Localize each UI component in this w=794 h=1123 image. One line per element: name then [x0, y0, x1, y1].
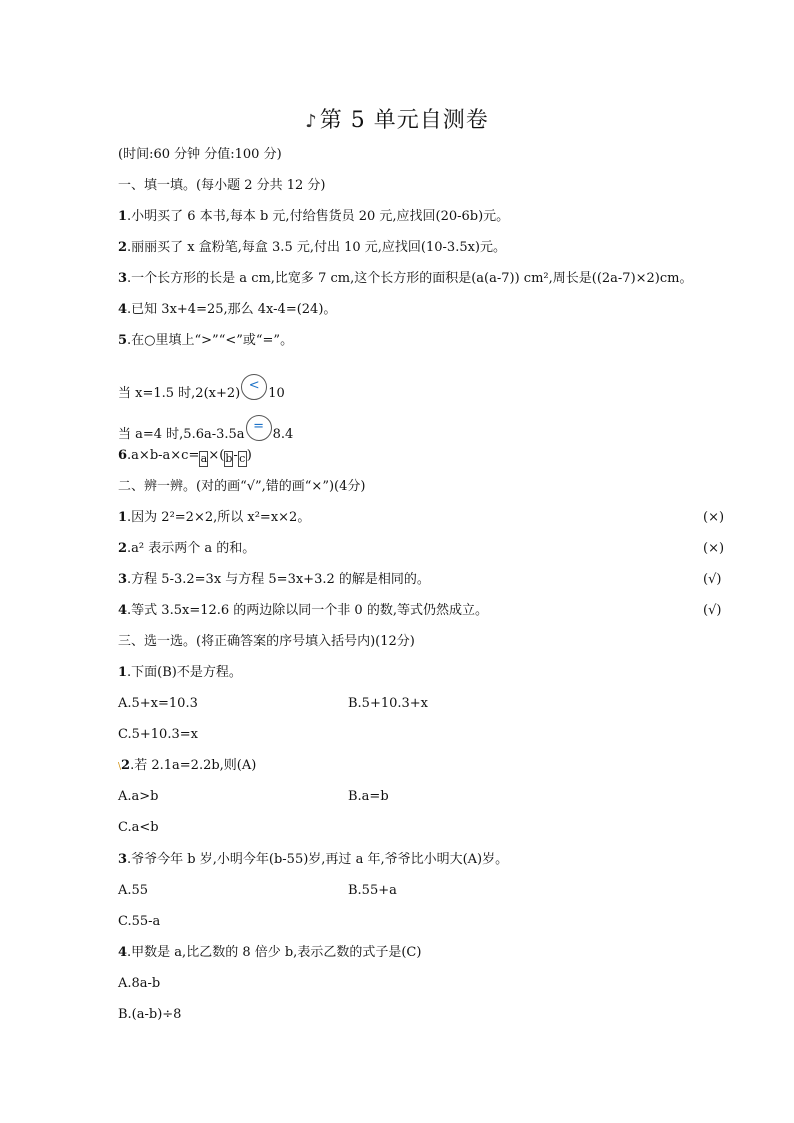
question-3-4 — [118, 945, 421, 961]
question-number: 5 — [118, 333, 128, 348]
comparison-left: 当 a=4 时,5.6a-3.5a — [118, 427, 245, 442]
question-number: 1 — [118, 665, 128, 680]
answer-box: b — [225, 452, 233, 465]
question-number: 2 — [118, 541, 128, 556]
option-c: C.a<b — [118, 820, 159, 835]
question-number: 6 — [118, 448, 128, 463]
music-note-icon: ♪ — [305, 111, 318, 132]
question-text: .下面(B)不是方程。 — [127, 665, 242, 680]
option-b: B.(a-b)÷8 — [118, 1007, 182, 1022]
exam-meta: (时间:60 分钟 分值:100 分) — [118, 147, 282, 162]
question-text: .一个长方形的长是 a cm,比宽多 7 cm,这个长方形的面积是(a(a-7)) cm²,周长是((2a-7)×2)cm。 — [127, 271, 693, 286]
question-3-3 — [118, 852, 508, 868]
question-1-2 — [118, 240, 506, 256]
option-b: B.a=b — [348, 789, 389, 804]
question-text: ) — [246, 448, 252, 463]
title-text: 第 5 单元自测卷 — [319, 108, 489, 133]
option-a: A.5+x=10.3 — [118, 696, 198, 711]
answer-mark: (√) — [703, 603, 722, 618]
option-b: B.5+10.3+x — [348, 696, 429, 711]
tick-mark-icon: \ — [118, 762, 122, 772]
question-2-4 — [118, 603, 488, 619]
question-text: .等式 3.5x=12.6 的两边除以同一个非 0 的数,等式仍然成立。 — [127, 603, 488, 618]
question-text: .若 2.1a=2.2b,则(A) — [130, 758, 257, 773]
question-number: 1 — [118, 209, 128, 224]
option-row — [118, 696, 429, 712]
option-a: A.a>b — [118, 789, 159, 804]
question-text: ×( — [208, 448, 225, 463]
question-1-1 — [118, 209, 509, 225]
question-text: .方程 5-3.2=3x 与方程 5=3x+3.2 的解是相同的。 — [127, 572, 430, 587]
question-text: .甲数是 a,比乙数的 8 倍少 b,表示乙数的式子是(C) — [127, 945, 422, 960]
answer-box: a — [200, 452, 208, 465]
question-1-4 — [118, 302, 336, 318]
question-number: 1 — [118, 510, 128, 525]
answer-circle: < — [241, 374, 267, 400]
answer-mark: (×) — [703, 541, 725, 556]
option-row — [118, 789, 389, 805]
question-number: 2 — [118, 240, 128, 255]
question-1-5 — [118, 333, 293, 349]
question-3-1 — [118, 665, 242, 681]
page-title — [0, 103, 794, 134]
comparison-right: 8.4 — [272, 427, 294, 442]
question-number: 2 — [121, 758, 131, 773]
section-3-heading: 三、选一选。(将正确答案的序号填入括号内)(12分) — [118, 634, 415, 649]
question-1-6 — [118, 448, 252, 467]
question-3-2 — [118, 758, 256, 775]
option-a: A.55 — [118, 883, 149, 898]
question-text: .a² 表示两个 a 的和。 — [127, 541, 256, 556]
section-2-heading: 二、辨一辨。(对的画“√”,错的画“×”)(4分) — [118, 479, 366, 494]
question-text: .爷爷今年 b 岁,小明今年(b-55)岁,再过 a 年,爷爷比小明大(A)岁。 — [127, 852, 509, 867]
comparison-right: 10 — [268, 386, 285, 401]
answer-circle: = — [246, 415, 272, 441]
option-a: A.8a-b — [118, 976, 161, 991]
question-text: .在○里填上“>”“<”或“=”。 — [127, 333, 294, 348]
option-b: B.55+a — [348, 883, 397, 898]
question-number: 4 — [118, 945, 128, 960]
question-number: 3 — [118, 852, 128, 867]
question-text: - — [233, 448, 238, 463]
section-1-heading: 一、填一填。(每小题 2 分共 12 分) — [118, 178, 326, 193]
question-number: 4 — [118, 302, 128, 317]
question-1-5b — [118, 415, 293, 443]
question-number: 3 — [118, 572, 128, 587]
answer-box: c — [239, 452, 246, 465]
question-text: .小明买了 6 本书,每本 b 元,付给售货员 20 元,应找回(20-6b)元。 — [127, 209, 510, 224]
question-2-1 — [118, 510, 310, 526]
question-2-3 — [118, 572, 430, 588]
question-2-2 — [118, 541, 255, 557]
question-1-5a — [118, 374, 285, 402]
question-text: .已知 3x+4=25,那么 4x-4=(24)。 — [127, 302, 337, 317]
answer-mark: (×) — [703, 510, 725, 525]
question-text: .a×b-a×c= — [127, 448, 200, 463]
question-1-3 — [118, 271, 693, 287]
answer-mark: (√) — [703, 572, 722, 587]
question-number: 3 — [118, 271, 128, 286]
question-text: .丽丽买了 x 盒粉笔,每盒 3.5 元,付出 10 元,应找回(10-3.5x)元。 — [127, 240, 507, 255]
option-row — [118, 883, 397, 899]
question-text: .因为 2²=2×2,所以 x²=x×2。 — [127, 510, 311, 525]
question-number: 4 — [118, 603, 128, 618]
comparison-left: 当 x=1.5 时,2(x+2) — [118, 386, 241, 401]
option-c: C.55-a — [118, 914, 161, 929]
option-c: C.5+10.3=x — [118, 727, 198, 742]
